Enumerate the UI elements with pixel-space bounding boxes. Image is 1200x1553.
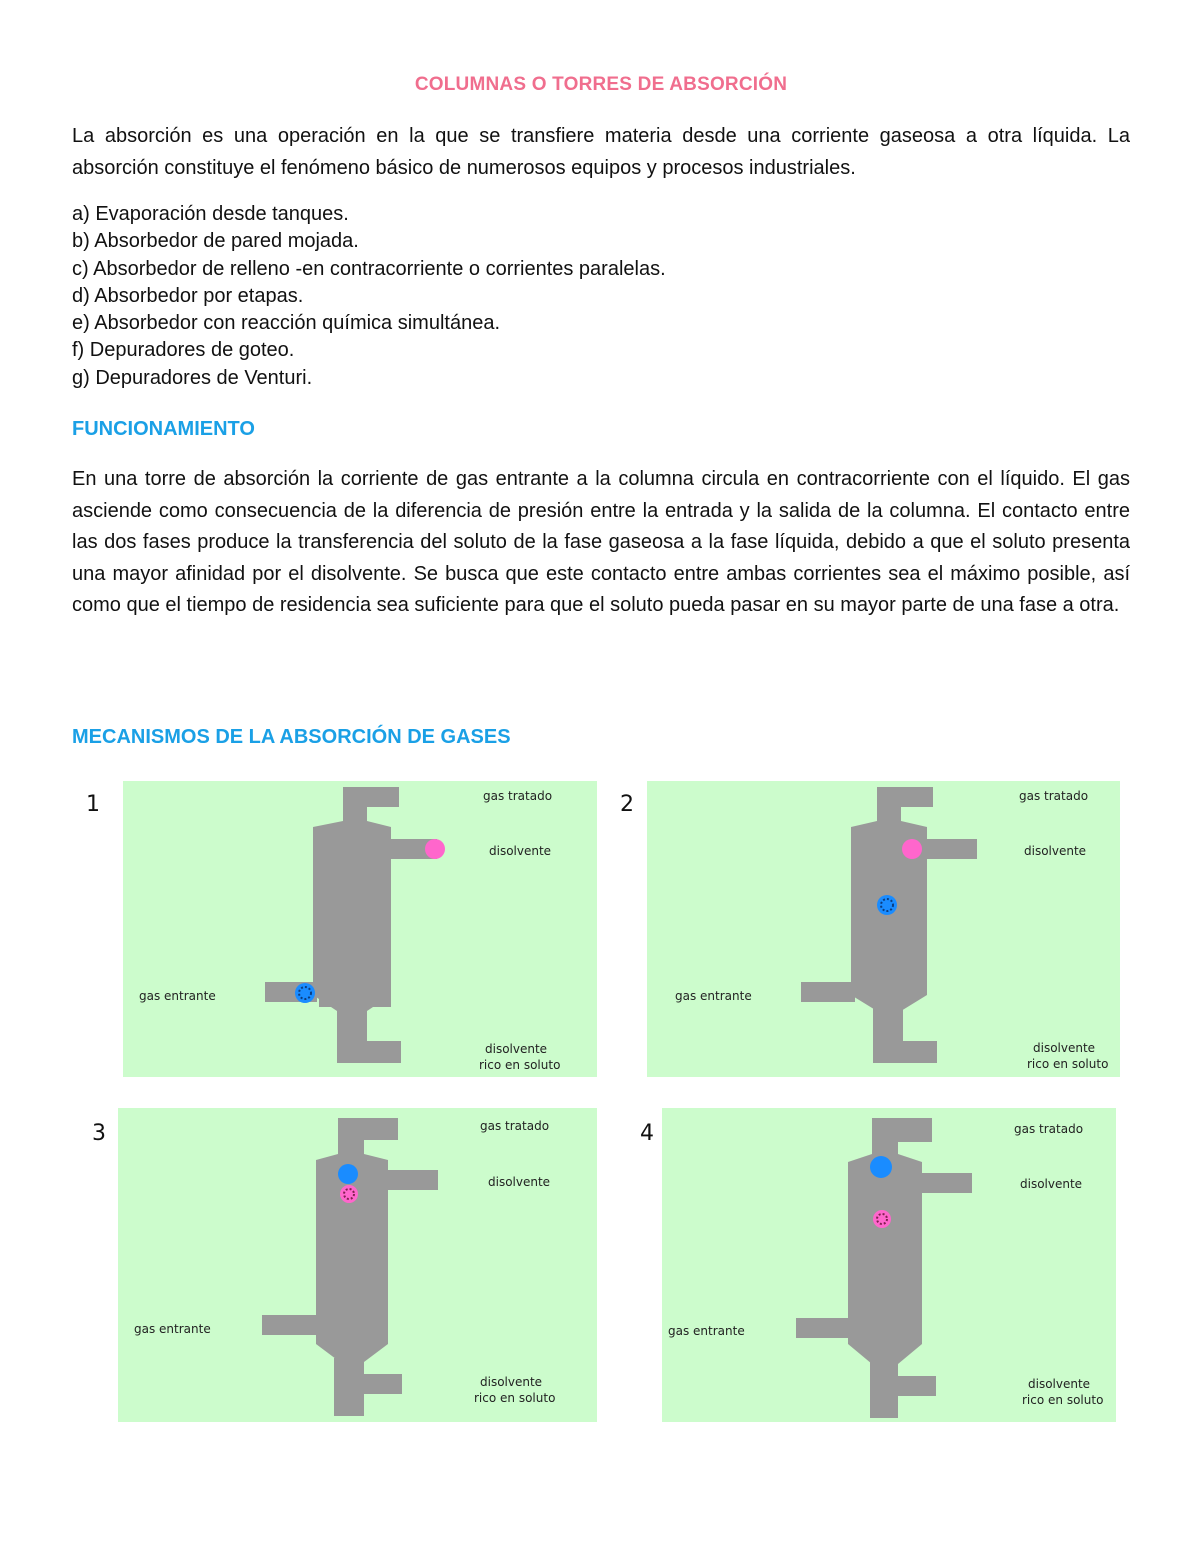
label-gas-entrante: gas entrante <box>139 989 216 1003</box>
list-item: e) Absorbedor con reacción química simultánea. <box>72 312 501 335</box>
list-item: d) Absorbedor por etapas. <box>72 284 304 307</box>
list-item: b) Absorbedor de pared mojada. <box>72 230 359 253</box>
mechanism-panel-3 <box>118 1108 597 1422</box>
absorption-column-diagram-3 <box>118 1108 597 1422</box>
label-disolvente: disolvente <box>1020 1177 1083 1191</box>
label-disolvente: disolvente <box>488 1175 551 1189</box>
absorption-column-diagram-1 <box>123 781 597 1077</box>
panel-number-3: 3 <box>92 1121 106 1146</box>
absorption-column-shape <box>801 787 977 1063</box>
mechanism-panel-2 <box>647 781 1120 1077</box>
list-item: c) Absorbedor de relleno -en contracorriente o corrientes paralelas. <box>72 257 666 280</box>
list-item: a) Evaporación desde tanques. <box>72 203 349 225</box>
label-gas-entrante: gas entrante <box>668 1324 745 1338</box>
intro-paragraph: La absorción es una operación en la que se transfiere materia desde una corriente gaseosa a otra líquida. La absorción constituye el fenómeno básico de numerosos equipos y procesos industriales. <box>72 125 1130 179</box>
label-salida-disolvente: disolvente <box>480 1375 543 1389</box>
label-salida-disolvente: disolvente <box>1033 1041 1096 1055</box>
solvent-drop <box>425 839 445 859</box>
absorption-column-diagram-2 <box>647 781 1120 1077</box>
label-salida-disolvente: disolvente <box>1028 1377 1091 1391</box>
label-gas-tratado: gas tratado <box>483 789 553 803</box>
label-disolvente: disolvente <box>489 844 552 858</box>
list-item: f) Depuradores de goteo. <box>72 339 295 362</box>
label-rico-en-soluto: rico en soluto <box>1022 1393 1104 1407</box>
mecanismos-heading: MECANISMOS DE LA ABSORCIÓN DE GASES <box>72 726 511 748</box>
label-disolvente: disolvente <box>1024 844 1087 858</box>
label-rico-en-soluto: rico en soluto <box>1027 1057 1109 1071</box>
mechanism-panel-1 <box>123 781 597 1077</box>
absorption-column-shape <box>265 787 437 1063</box>
label-rico-en-soluto: rico en soluto <box>479 1058 561 1072</box>
list-item: g) Depuradores de Venturi. <box>72 366 313 389</box>
label-gas-entrante: gas entrante <box>675 989 752 1003</box>
label-gas-tratado: gas tratado <box>1014 1122 1084 1136</box>
label-gas-tratado: gas tratado <box>480 1119 550 1133</box>
absorption-column-shape <box>262 1118 438 1416</box>
panel-number-2: 2 <box>620 792 634 817</box>
page-title: COLUMNAS O TORRES DE ABSORCIÓN <box>414 74 788 95</box>
absorption-column-diagram-4 <box>662 1108 1116 1422</box>
label-gas-tratado: gas tratado <box>1019 789 1089 803</box>
mechanism-panel-4 <box>662 1108 1116 1422</box>
solvent-drop <box>340 1185 358 1203</box>
solvent-drop <box>902 839 922 859</box>
label-rico-en-soluto: rico en soluto <box>474 1391 556 1405</box>
gas-bubble <box>338 1164 358 1184</box>
funcionamiento-paragraph: En una torre de absorción la corriente de gas entrante a la columna circula en contracorriente con el líquido. El gas asciende como consecuencia de la diferencia de presión entre la entrada y la salida de la columna. El contacto entre las dos fases produce la transferencia del soluto de la fase gaseosa a la fase líquida, debido a que el soluto presenta una mayor afinidad por el disolvente. Se busca que este contacto entre ambas corrientes sea el máximo posible, así como que el tiempo de residencia sea suficiente para que el soluto pueda pasar en su mayor parte de una fase a otra. <box>72 468 1130 616</box>
solvent-drop <box>873 1210 891 1228</box>
panel-number-1: 1 <box>86 792 100 817</box>
panel-number-4: 4 <box>640 1121 654 1146</box>
absorption-types-list <box>72 201 666 392</box>
gas-bubble <box>870 1156 892 1178</box>
funcionamiento-heading: FUNCIONAMIENTO <box>72 418 255 440</box>
label-salida-disolvente: disolvente <box>485 1042 548 1056</box>
label-gas-entrante: gas entrante <box>134 1322 211 1336</box>
